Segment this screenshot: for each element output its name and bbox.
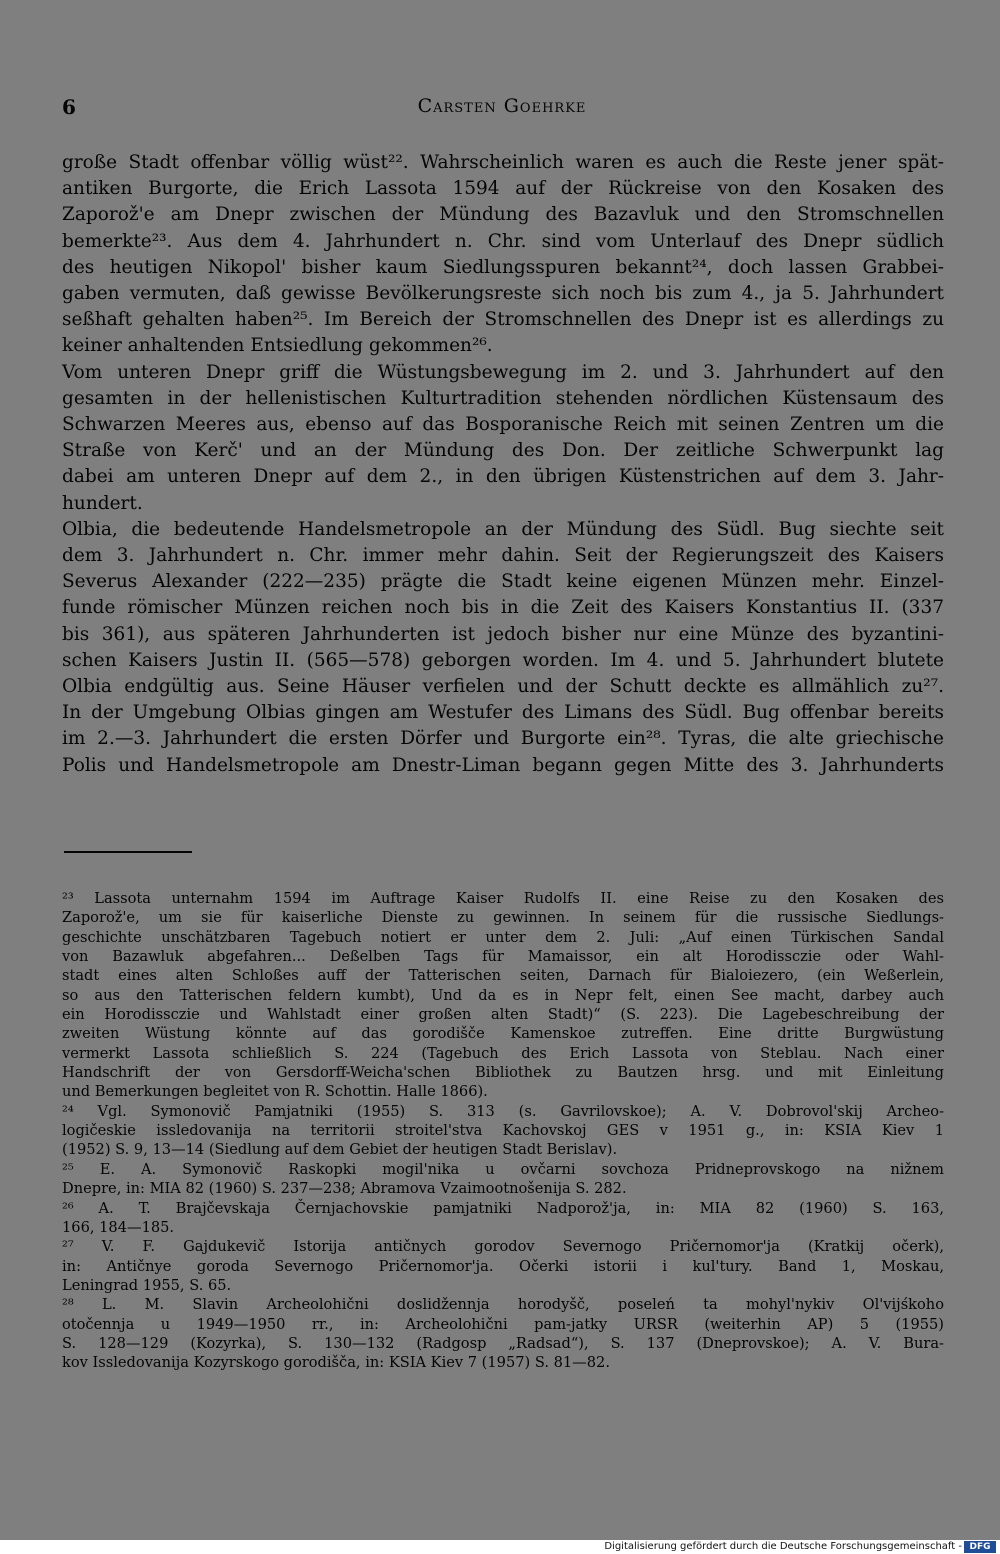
text-line: Schwarzen Meeres aus, ebenso auf das Bosporanische Reich mit seinen Zentren um die <box>62 414 944 436</box>
text-line: dem 3. Jahrhundert n. Chr. immer mehr dahin. Seit der Regierungszeit des Kaisers <box>62 545 944 567</box>
footnote-line: S. 128—129 (Kozyrka), S. 130—132 (Radgosp „Radsad“), S. 137 (Dneprovskoe); A. V. Bura- <box>62 1334 944 1352</box>
text-line: dabei am unteren Dnepr auf dem 2., in den übrigen Küstenstrichen auf dem 3. Jahr- <box>62 466 944 488</box>
footnote-line: ²⁶ A. T. Brajčevskaja Černjachovskie pamjatniki Nadporož'ja, in: MIA 82 (1960) S. 163, <box>62 1199 944 1217</box>
page-header <box>62 95 942 125</box>
running-head: Carsten Goehrke <box>417 95 587 117</box>
text-line: des heutigen Nikopol' bisher kaum Siedlungsspuren bekannt²⁴, doch lassen Grabbei- <box>62 256 944 278</box>
dfg-logo: DFG <box>964 1541 996 1553</box>
footnote-line: 166, 184—185. <box>62 1218 175 1236</box>
text-line: Olbia endgültig aus. Seine Häuser verfielen und der Schutt deckte es allmählich zu²⁷. <box>62 676 944 698</box>
footnote-line: stadt eines alten Schloßes auff der Tatterischen seiten, Darnach für Bialoiezero, (ein Weßerlein, <box>62 967 944 985</box>
footnote-line: zweiten Wüstung könnte auf das gorodišče Kamenskoe zutreffen. Eine dritte Burgwüstung <box>62 1025 944 1043</box>
text-line: im 2.—3. Jahrhundert die ersten Dörfer und Burgorte ein²⁸. Tyras, die alte griechische <box>62 728 944 750</box>
text-line: Polis und Handelsmetropole am Dnestr-Liman begann gegen Mitte des 3. Jahrhunderts <box>62 754 944 776</box>
footer-bar <box>0 1540 1000 1554</box>
footnote-line: Zaporož'e, um sie für kaiserliche Dienste zu gewinnen. In seinem für die russische Siedlungs- <box>62 909 944 927</box>
footnote-line: ²³ Lassota unternahm 1594 im Auftrage Kaiser Rudolfs II. eine Reise zu den Kosaken des <box>62 890 944 907</box>
text-line: seßhaft gehalten haben²⁵. Im Bereich der Stromschnellen des Dnepr ist es allerdings zu <box>62 309 944 331</box>
footnote-line: (1952) S. 9, 13—14 (Siedlung auf dem Gebiet der heutigen Stadt Berislav). <box>62 1141 618 1159</box>
footnote-line: ²⁴ Vgl. Symonovič Pamjatniki (1955) S. 313 (s. Gavrilovskoe); A. V. Dobrovol'skij Archeo- <box>62 1102 944 1120</box>
footnote-line: geschichte unschätzbaren Tagebuch notiert er unter dem 2. Juli: „Auf einen Türkischen Sandal <box>62 928 944 946</box>
footnote-line: logičeskie issledovanija na territorii stroitel'stva Kachovskoj GES v 1951 g., in: KSIA Kiev 1 <box>62 1122 944 1140</box>
text-line: keiner anhaltenden Entsiedlung gekommen²⁶. <box>62 335 493 357</box>
text-line: gaben vermuten, daß gewisse Bevölkerungsreste sich noch bis zum 4., ja 5. Jahrhundert <box>62 283 944 305</box>
footnote-line: otočennja u 1949—1950 rr., in: Archeolohični pam-jatky URSR (weiterhin AP) 5 (1955) <box>62 1315 944 1333</box>
footnote-line: in: Antičnye goroda Severnogo Pričernomor'ja. Očerki istorii i kul'tury. Band 1, Moskau, <box>62 1257 944 1275</box>
main-text <box>62 150 944 779</box>
text-line: Olbia, die bedeutende Handelsmetropole an der Mündung des Südl. Bug siechte seit <box>62 518 944 540</box>
text-line: Straße von Kerč' und an der Mündung des Don. Der zeitliche Schwerpunkt lag <box>62 440 944 462</box>
footnote-line: kov Issledovanija Kozyrskogo gorodišča, in: KSIA Kiev 7 (1957) S. 81—82. <box>62 1354 610 1372</box>
text-line: Zaporož'e am Dnepr zwischen der Mündung des Bazavluk und den Stromschnellen <box>62 204 944 226</box>
footnote-line: und Bemerkungen begleitet von R. Schottin. Halle 1866). <box>62 1083 488 1101</box>
text-line: bis 361), aus späteren Jahrhunderten ist jedoch bisher nur eine Münze des byzantini- <box>62 623 944 645</box>
footnote-line: von Bazawluk abgefahren... Deßelben Tags für Mamaissor, ein alt Horodissczie oder Wahl- <box>62 948 944 966</box>
text-line: Severus Alexander (222—235) prägte die Stadt keine eigenen Münzen mehr. Einzel- <box>62 571 944 593</box>
text-line: große Stadt offenbar völlig wüst²². Wahrscheinlich waren es auch die Reste jener spät- <box>62 152 944 173</box>
page-number: 6 <box>62 95 76 119</box>
footnote-line: vermerkt Lassota schließlich S. 224 (Tagebuch des Erich Lassota von Steblau. Nach einer <box>62 1044 944 1062</box>
text-line: schen Kaisers Justin II. (565—578) geborgen worden. Im 4. und 5. Jahrhundert blutete <box>62 649 944 671</box>
text-line: antiken Burgorte, die Erich Lassota 1594 auf der Rückreise von den Kosaken des <box>62 178 944 200</box>
text-line: In der Umgebung Olbias gingen am Westufer des Limans des Südl. Bug offenbar bereits <box>62 702 944 724</box>
footnote-line: ²⁵ E. A. Symonovič Raskopki mogil'nika u ovčarni sovchoza Pridneprovskogo na nižnem <box>62 1160 944 1178</box>
text-line: funde römischer Münzen reichen noch bis in die Zeit des Kaisers Konstantius II. (337 <box>62 597 944 619</box>
footnote-line: Leningrad 1955, S. 65. <box>62 1276 232 1294</box>
footnote-separator <box>64 851 192 853</box>
text-line: hundert. <box>62 492 143 514</box>
text-line: bemerkte²³. Aus dem 4. Jahrhundert n. Chr. sind vom Unterlauf des Dnepr südlich <box>62 230 944 252</box>
text-line: gesamten in der hellenistischen Kulturtradition stehenden nördlichen Küstensaum des <box>62 387 944 409</box>
footnotes <box>62 889 944 1373</box>
footnote-line: Handschrift der von Gersdorff-Weicha'schen Bibliothek zu Bautzen hrsg. und mit Einleitung <box>62 1064 944 1082</box>
footnote-line: so aus den Tatterischen feldern kumbt), Und da es in Nepr felt, einen See macht, darbey auch <box>62 986 944 1004</box>
footnote-line: Dnepre, in: MIA 82 (1960) S. 237—238; Abramova Vzaimootnošenija S. 282. <box>62 1180 627 1198</box>
text-line: Vom unteren Dnepr griff die Wüstungsbewegung im 2. und 3. Jahrhundert auf den <box>62 361 944 383</box>
footnote-line: ²⁷ V. F. Gajdukevič Istorija antičnych gorodov Severnogo Pričernomor'ja (Kratkij očerk), <box>62 1238 944 1256</box>
footnote-line: ²⁸ L. M. Slavin Archeolohični doslidžennja horodyšč, poseleń ta mohyl'nykiv Ol'vijśkoho <box>62 1296 944 1314</box>
footnote-line: ein Horodissczie und Wahlstadt einer großen alten Stadt)“ (S. 223). Die Lagebeschreibung der <box>62 1006 944 1024</box>
footer-credit: Digitalisierung gefördert durch die Deutsche Forschungsgemeinschaft - <box>604 1541 962 1552</box>
